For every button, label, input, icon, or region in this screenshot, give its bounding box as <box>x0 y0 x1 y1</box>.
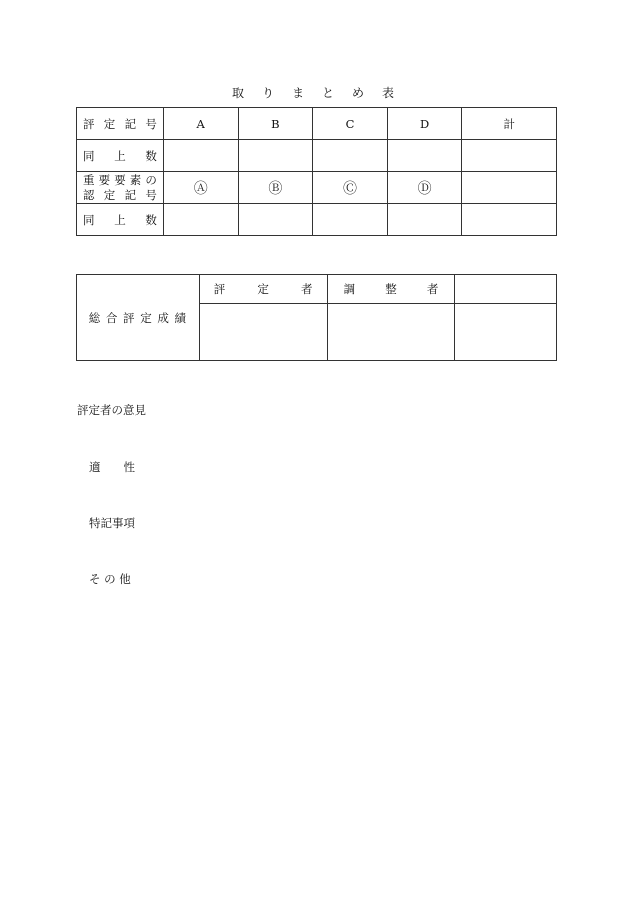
page-title <box>0 84 630 101</box>
table-cell <box>163 204 238 236</box>
aptitude-label: 適 性 <box>89 460 135 474</box>
table-cell <box>238 204 313 236</box>
label-char: 記 <box>124 187 137 202</box>
label-char: 同 <box>83 212 95 227</box>
title-char: め <box>352 86 369 100</box>
row-label-important-elements <box>77 172 164 204</box>
label-char: 定 <box>103 116 116 131</box>
column-header-d: D <box>387 108 462 140</box>
label-char: 認 <box>83 187 95 202</box>
column-header-b: B <box>238 108 313 140</box>
table-cell <box>462 204 557 236</box>
header-char: 調 <box>343 282 356 296</box>
table-cell <box>455 275 557 304</box>
table-cell <box>387 204 462 236</box>
header-char: 定 <box>257 282 269 296</box>
table-cell <box>313 204 388 236</box>
header-char: 整 <box>385 282 397 296</box>
label-char: 要 <box>114 172 126 187</box>
table-cell <box>163 140 238 172</box>
row-label-count-2 <box>77 204 164 236</box>
label-char: 数 <box>145 148 157 163</box>
label-char: 号 <box>145 187 157 202</box>
table-cell <box>238 140 313 172</box>
evaluator-header <box>199 275 327 304</box>
label-char: 号 <box>145 116 157 131</box>
adjuster-cell <box>327 304 455 361</box>
label-char: 重 <box>83 172 95 187</box>
label-char: 上 <box>114 148 126 163</box>
table-cell <box>387 140 462 172</box>
header-char: 評 <box>213 282 226 296</box>
opinion-heading: 評定者の意見 <box>77 403 146 417</box>
table-row <box>77 204 557 236</box>
table-row <box>77 275 557 304</box>
overall-rating-table <box>76 274 557 361</box>
label-char: 素 <box>129 172 142 187</box>
table-row <box>77 108 557 140</box>
label-char: 上 <box>114 212 126 227</box>
important-mark-a: Ⓐ <box>163 172 238 204</box>
other-label: そ の 他 <box>89 572 131 586</box>
column-header-c: C <box>313 108 388 140</box>
title-char: ま <box>291 86 308 100</box>
table-cell <box>313 140 388 172</box>
title-char: 取 <box>231 86 248 100</box>
label-char: 評 <box>83 116 95 131</box>
title-char: と <box>322 86 339 100</box>
important-mark-b: Ⓑ <box>238 172 313 204</box>
label-char: 同 <box>83 148 95 163</box>
adjuster-header <box>327 275 455 304</box>
label-char: 数 <box>145 212 157 227</box>
table-cell <box>462 172 557 204</box>
label-char: 記 <box>124 116 137 131</box>
overall-rating-label: 総 合 評 定 成 績 <box>77 275 200 361</box>
title-char: り <box>261 86 278 100</box>
title-char: 表 <box>382 86 399 100</box>
header-char: 者 <box>426 282 439 296</box>
label-char: の <box>145 172 157 187</box>
table-cell <box>455 304 557 361</box>
table-row <box>77 140 557 172</box>
row-label-rating-code <box>77 108 164 140</box>
row-label-count <box>77 140 164 172</box>
table-cell <box>462 140 557 172</box>
label-char: 定 <box>103 187 116 202</box>
table-row <box>77 172 557 204</box>
evaluator-cell <box>199 304 327 361</box>
special-notes-label: 特記事項 <box>89 516 135 530</box>
label-char: 要 <box>98 172 111 187</box>
important-mark-d: Ⓓ <box>387 172 462 204</box>
header-char: 者 <box>301 282 313 296</box>
column-header-total: 計 <box>462 108 557 140</box>
summary-table <box>76 107 557 236</box>
column-header-a: A <box>163 108 238 140</box>
important-mark-c: Ⓒ <box>313 172 388 204</box>
